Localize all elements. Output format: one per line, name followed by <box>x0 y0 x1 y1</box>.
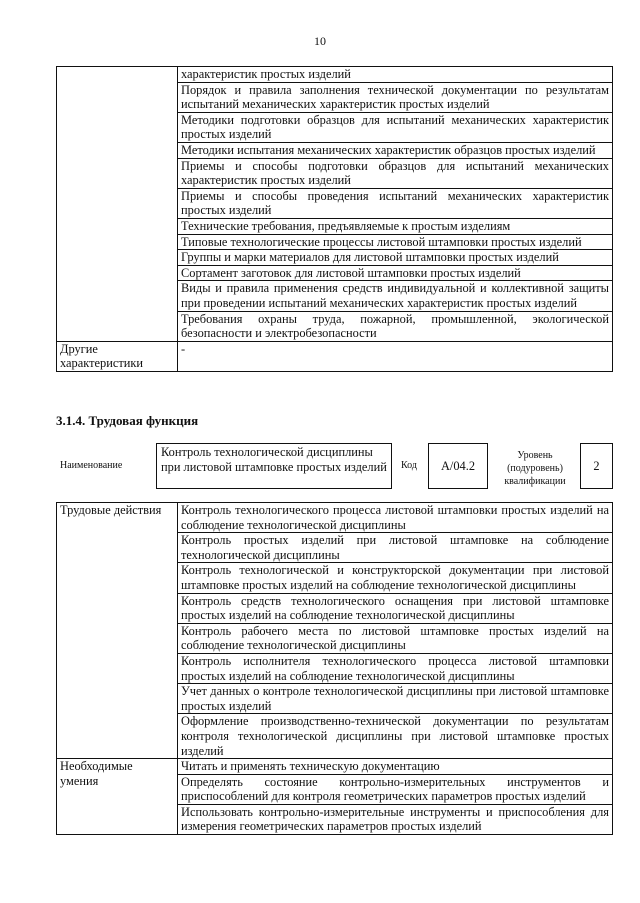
knowledge-item: характеристик простых изделий <box>178 67 613 83</box>
qualification-level-label: Уровень (подуровень) квалификации <box>504 450 566 487</box>
labor-action-item: Контроль исполнителя технологического процесса листовой штамповки простых изделий на соблюдение технологической дисциплины <box>178 653 613 683</box>
labor-actions-label: Трудовые действия <box>57 503 178 759</box>
function-name-label: Наименование <box>60 460 123 471</box>
page-number: 10 <box>314 34 326 48</box>
labor-actions-table <box>56 502 613 835</box>
labor-action-item: Контроль простых изделий при листовой штамповке на соблюдение технологической дисциплины <box>178 533 613 563</box>
required-skills-label: Необходимые умения <box>57 759 178 835</box>
function-name-value: Контроль технологической дисциплины при листовой штамповке простых изделий <box>156 443 392 489</box>
knowledge-item: Методики подготовки образцов для испытаний механических характеристик простых изделий <box>178 112 613 142</box>
function-code-value: A/04.2 <box>428 443 488 489</box>
skill-item: Читать и применять техническую документацию <box>178 759 613 775</box>
function-header <box>56 443 613 491</box>
labor-action-item: Контроль технологической и конструкторской документации при листовой штамповке простых изделий на соблюдение технологической дисциплины <box>178 563 613 593</box>
knowledge-item: Типовые технологические процессы листовой штамповки простых изделий <box>178 234 613 250</box>
labor-action-item: Учет данных о контроле технологической дисциплины при листовой штамповке простых изделий <box>178 684 613 714</box>
table-row <box>57 759 613 775</box>
qualification-level-value: 2 <box>580 443 613 489</box>
knowledge-item: Сортамент заготовок для листовой штамповки простых изделий <box>178 265 613 281</box>
knowledge-item: Приемы и способы проведения испытаний механических характеристик простых изделий <box>178 188 613 218</box>
labor-action-item: Оформление производственно-технической документации по результатам контроля технологической дисциплины при листовой штамповке простых изделий <box>178 714 613 759</box>
table-label-cell-empty <box>57 67 178 342</box>
knowledge-item: Методики испытания механических характеристик образцов простых изделий <box>178 142 613 158</box>
knowledge-item: Порядок и правила заполнения технической документации по результатам испытаний механических характеристик простых изделий <box>178 82 613 112</box>
table-row <box>57 503 613 533</box>
section-heading: 3.1.4. Трудовая функция <box>56 413 199 428</box>
labor-action-item: Контроль рабочего места по листовой штамповке простых изделий на соблюдение технологической дисциплины <box>178 623 613 653</box>
table-row <box>57 341 613 371</box>
knowledge-table-continued <box>56 66 613 372</box>
other-characteristics-label: Другие характеристики <box>57 341 178 371</box>
table-row <box>57 67 613 83</box>
knowledge-item: Приемы и способы подготовки образцов для испытаний механических характеристик простых изделий <box>178 158 613 188</box>
skill-item: Определять состояние контрольно-измерительных инструментов и приспособлений для контроля геометрических параметров простых изделий <box>178 774 613 804</box>
labor-action-item: Контроль средств технологического оснащения при листовой штамповке простых изделий на соблюдение технологической дисциплины <box>178 593 613 623</box>
knowledge-item: Группы и марки материалов для листовой штамповки простых изделий <box>178 250 613 266</box>
labor-action-item: Контроль технологического процесса листовой штамповки простых изделий на соблюдение технологической дисциплины <box>178 503 613 533</box>
knowledge-item: Виды и правила применения средств индивидуальной и коллективной защиты при проведении испытаний механических характеристик простых изделий <box>178 281 613 311</box>
knowledge-item: Технические требования, предъявляемые к простым изделиям <box>178 218 613 234</box>
skill-item: Использовать контрольно-измерительные инструменты и приспособления для измерения геометрических параметров простых изделий <box>178 804 613 834</box>
knowledge-item: Требования охраны труда, пожарной, промышленной, экологической безопасности и электробезопасности <box>178 311 613 341</box>
other-characteristics-value: - <box>178 341 613 371</box>
function-code-label: Код <box>401 460 417 471</box>
